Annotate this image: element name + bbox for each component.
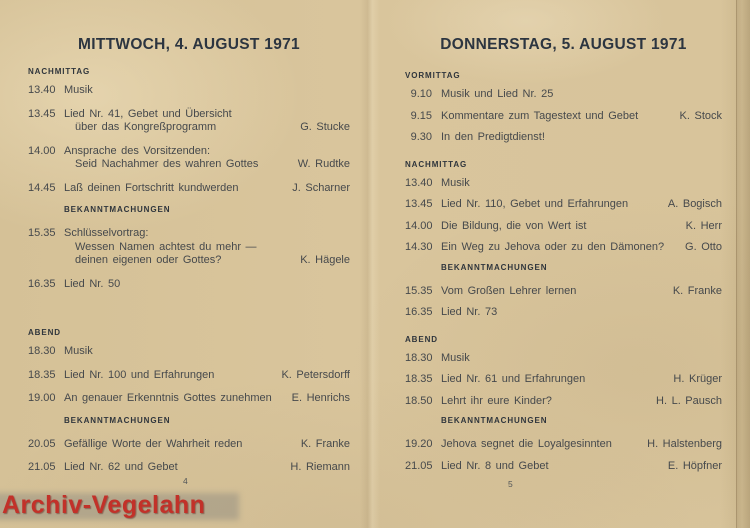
item-time: 13.40 bbox=[28, 84, 56, 96]
schedule-item bbox=[28, 438, 350, 452]
item-description bbox=[64, 182, 284, 196]
item-description-line: über das Kongreßprogramm bbox=[75, 121, 217, 133]
item-description bbox=[441, 306, 722, 320]
item-time: 20.05 bbox=[28, 437, 56, 450]
item-time: 21.05 bbox=[405, 459, 433, 472]
item-speaker: K. Franke bbox=[300, 437, 350, 450]
item-description-line: Lied Nr. 73 bbox=[441, 306, 498, 318]
schedule-item bbox=[405, 438, 722, 452]
item-time: 16.35 bbox=[28, 277, 56, 290]
item-description-line: deinen eigenen oder Gottes? bbox=[75, 254, 222, 266]
schedule-item bbox=[405, 352, 722, 366]
item-speaker: H. L. Pausch bbox=[656, 394, 722, 407]
item-speaker: K. Franke bbox=[672, 284, 722, 297]
watermark-text: Archiv-Vegelahn bbox=[2, 491, 206, 519]
item-description-line: Die Bildung, die von Wert ist bbox=[441, 219, 587, 232]
item-description-line: Lied Nr. 41, Gebet und Übersicht bbox=[64, 107, 232, 120]
item-time: 14.00 bbox=[405, 219, 433, 232]
item-time: 18.30 bbox=[405, 351, 433, 364]
page-right-title: DONNERSTAG, 5. AUGUST 1971 bbox=[440, 36, 687, 53]
item-description-line: Kommentare zum Tagestext und Gebet bbox=[441, 109, 639, 122]
item-speaker: H. Halstenberg bbox=[647, 438, 722, 450]
schedule-item bbox=[405, 198, 722, 212]
item-description-line: Gefällige Worte der Wahrheit reden bbox=[64, 437, 243, 450]
item-speaker: W. Rudtke bbox=[297, 158, 350, 170]
item-speaker: A. Bogisch bbox=[667, 198, 722, 210]
item-description-line: Lied Nr. 61 und Erfahrungen bbox=[441, 373, 586, 385]
item-description-line: Musik bbox=[441, 351, 470, 364]
item-description-line: Lehrt ihr eure Kinder? bbox=[441, 394, 552, 407]
item-description-line: Ein Weg zu Jehova oder zu den Dämonen? bbox=[441, 241, 665, 253]
item-description-line: Lied Nr. 50 bbox=[64, 277, 121, 290]
item-description bbox=[441, 110, 672, 124]
item-description-line: Lied Nr. 100 und Erfahrungen bbox=[64, 368, 215, 381]
item-time: 14.45 bbox=[28, 181, 56, 194]
schedule-section bbox=[405, 160, 722, 320]
item-description-line: In den Predigtdienst! bbox=[441, 131, 545, 143]
section-header-label: NACHMITTAG bbox=[28, 67, 91, 76]
item-description bbox=[64, 84, 350, 98]
item-description bbox=[64, 438, 293, 452]
schedule-item bbox=[28, 108, 350, 135]
schedule-item bbox=[28, 392, 350, 406]
item-description bbox=[441, 438, 639, 452]
page-left-title: MITTWOCH, 4. AUGUST 1971 bbox=[78, 36, 300, 53]
schedule-item bbox=[405, 460, 722, 474]
item-description bbox=[441, 131, 722, 145]
schedule-section bbox=[28, 328, 350, 475]
section-header-label: ABEND bbox=[28, 328, 61, 337]
item-time: 18.50 bbox=[405, 394, 433, 407]
item-description-line: An genauer Erkenntnis Gottes zunehmen bbox=[64, 392, 272, 404]
section-header-label: ABEND bbox=[405, 334, 438, 344]
item-speaker: E. Henrichs bbox=[291, 392, 350, 404]
schedule-section bbox=[405, 335, 722, 474]
schedule-item bbox=[405, 131, 722, 145]
item-time: 18.35 bbox=[405, 373, 433, 385]
item-description-line: Vom Großen Lehrer lernen bbox=[441, 284, 577, 297]
page-left bbox=[28, 36, 350, 485]
page-right-schedule bbox=[405, 71, 722, 473]
item-time: 13.40 bbox=[405, 176, 433, 189]
schedule-item bbox=[405, 88, 722, 102]
item-time: 14.00 bbox=[28, 144, 56, 157]
schedule-item bbox=[405, 241, 722, 255]
item-speaker: K. Herr bbox=[685, 219, 722, 232]
schedule-item bbox=[405, 306, 722, 320]
item-speaker: H. Krüger bbox=[673, 373, 722, 385]
item-speaker: K. Petersdorff bbox=[281, 368, 350, 381]
item-description-line: Lied Nr. 8 und Gebet bbox=[441, 459, 549, 472]
item-description bbox=[441, 177, 722, 191]
schedule-item bbox=[28, 461, 350, 475]
item-description bbox=[64, 145, 290, 172]
item-description-line: Musik und Lied Nr. 25 bbox=[441, 88, 554, 100]
item-time: 13.45 bbox=[28, 107, 56, 120]
item-description bbox=[441, 198, 660, 212]
schedule-item bbox=[28, 369, 350, 383]
item-description bbox=[64, 345, 350, 359]
item-speaker: J. Scharner bbox=[292, 181, 350, 194]
item-speaker: K. Stock bbox=[679, 109, 722, 122]
item-description-line: Lied Nr. 110, Gebet und Erfahrungen bbox=[441, 198, 629, 210]
item-time: 19.00 bbox=[28, 392, 56, 404]
item-time: 15.35 bbox=[28, 227, 56, 239]
item-description bbox=[64, 227, 292, 268]
right-paper-edge bbox=[736, 0, 750, 528]
schedule-item bbox=[405, 110, 722, 124]
item-speaker: K. Hägele bbox=[300, 254, 350, 266]
section-header-label: NACHMITTAG bbox=[405, 159, 468, 169]
item-time: 16.35 bbox=[405, 306, 433, 318]
item-description bbox=[441, 352, 722, 366]
item-description bbox=[441, 220, 678, 234]
center-fold-crease bbox=[360, 0, 380, 528]
item-time: 19.20 bbox=[405, 438, 433, 450]
item-description bbox=[441, 241, 677, 255]
item-description-line: Musik bbox=[64, 345, 93, 357]
item-description bbox=[441, 395, 648, 409]
schedule-item bbox=[28, 84, 350, 98]
item-speaker: H. Riemann bbox=[290, 461, 350, 473]
item-speaker: G. Stucke bbox=[300, 121, 350, 133]
item-description-line: Ansprache des Vorsitzenden: bbox=[64, 144, 211, 157]
item-time: 18.35 bbox=[28, 368, 56, 381]
item-description-line: Seid Nachahmer des wahren Gottes bbox=[75, 158, 259, 170]
item-description bbox=[441, 88, 722, 102]
section-header-label: VORMITTAG bbox=[405, 71, 461, 80]
item-time: 9.30 bbox=[410, 131, 432, 143]
page-number-right: 5 bbox=[508, 479, 513, 489]
schedule-item bbox=[28, 182, 350, 196]
item-description bbox=[441, 460, 660, 474]
item-time: 14.30 bbox=[405, 241, 433, 253]
item-time: 9.15 bbox=[410, 109, 432, 122]
schedule-item bbox=[405, 395, 722, 409]
item-description-line: Schlüsselvortrag: bbox=[64, 227, 149, 239]
schedule-item bbox=[405, 373, 722, 387]
item-description bbox=[64, 278, 350, 292]
item-time: 18.30 bbox=[28, 345, 56, 357]
page-right bbox=[405, 36, 722, 481]
item-description bbox=[64, 392, 284, 406]
announcements-label: BEKANNTMACHUNGEN bbox=[441, 262, 548, 272]
item-description-line: Lied Nr. 62 und Gebet bbox=[64, 461, 178, 473]
item-description-line: Musik bbox=[441, 176, 470, 189]
schedule-item bbox=[28, 227, 350, 268]
schedule-item bbox=[405, 220, 722, 234]
item-description-line: Laß deinen Fortschritt kundwerden bbox=[64, 181, 239, 194]
item-description bbox=[64, 369, 273, 383]
item-time: 9.10 bbox=[410, 88, 432, 100]
schedule-item bbox=[28, 345, 350, 359]
item-description bbox=[441, 373, 665, 387]
schedule-item bbox=[405, 285, 722, 299]
announcements-label: BEKANNTMACHUNGEN bbox=[441, 416, 548, 425]
page-left-schedule bbox=[28, 67, 350, 475]
item-description-line: Wessen Namen achtest du mehr — bbox=[75, 240, 257, 253]
item-description bbox=[64, 461, 282, 475]
schedule-section bbox=[405, 71, 722, 145]
item-description-line: Musik bbox=[64, 84, 93, 96]
item-description-line: Jehova segnet die Loyalgesinnten bbox=[441, 438, 612, 450]
announcements-label: BEKANNTMACHUNGEN bbox=[64, 205, 171, 214]
item-speaker: G. Otto bbox=[685, 241, 722, 253]
item-time: 13.45 bbox=[405, 198, 433, 210]
schedule-item bbox=[405, 177, 722, 191]
item-time: 21.05 bbox=[28, 461, 56, 473]
item-time: 15.35 bbox=[405, 284, 433, 297]
item-speaker: E. Höpfner bbox=[667, 459, 722, 472]
page-number-left: 4 bbox=[183, 476, 188, 486]
item-description bbox=[441, 285, 665, 299]
schedule-item bbox=[28, 278, 350, 292]
schedule-section bbox=[28, 67, 350, 291]
schedule-item bbox=[28, 145, 350, 172]
item-description bbox=[64, 108, 292, 135]
announcements-label: BEKANNTMACHUNGEN bbox=[64, 415, 171, 425]
